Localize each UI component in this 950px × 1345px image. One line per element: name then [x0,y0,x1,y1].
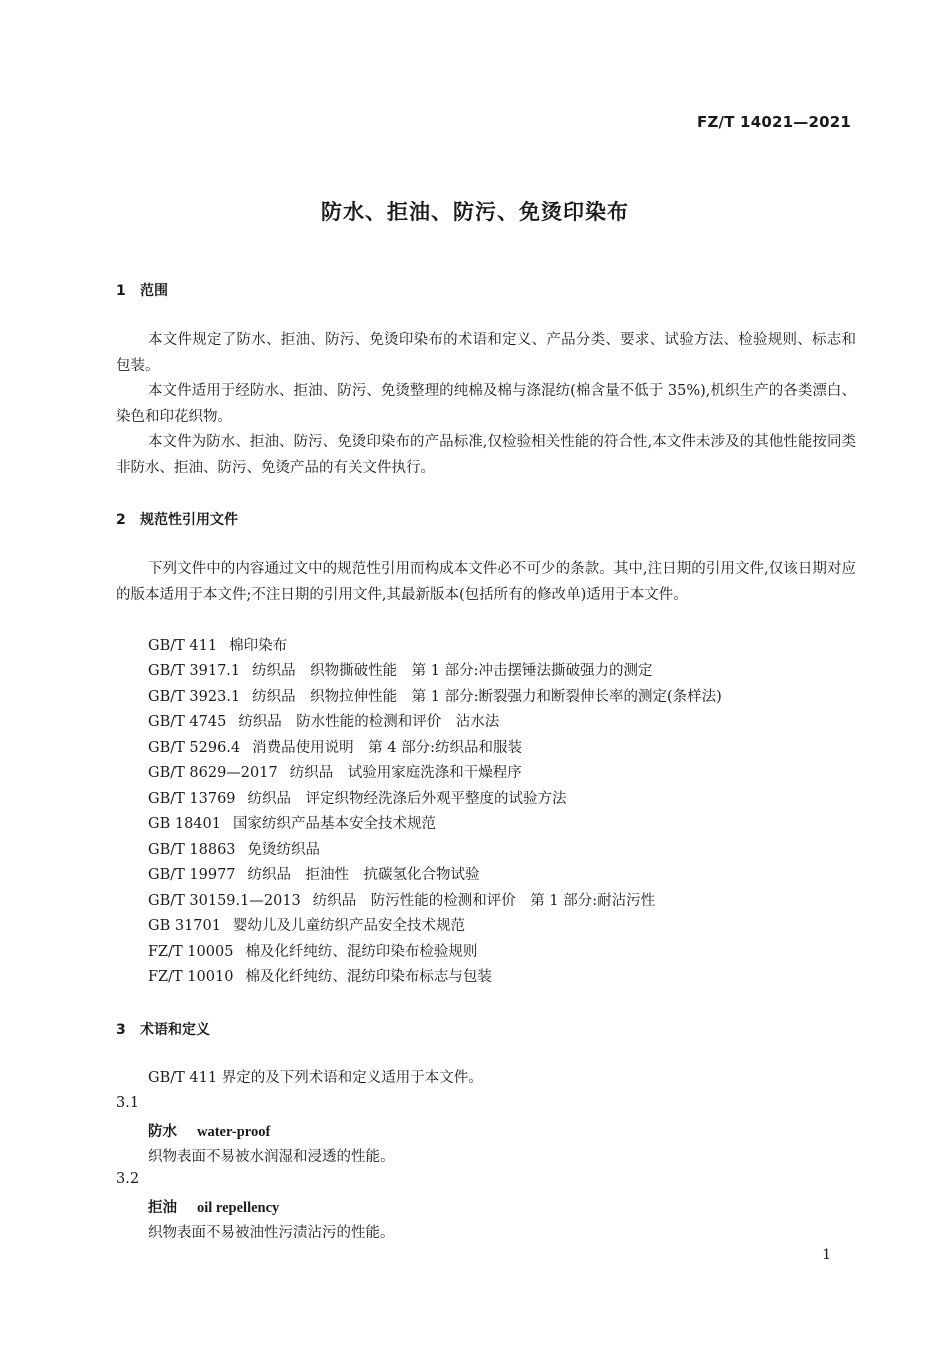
refs-intro-paragraph: 下列文件中的内容通过文中的规范性引用而构成本文件必不可少的条款。其中,注日期的引用文件,仅该日期对应的版本适用于本文件;不注日期的引用文件,其最新版本(包括所有的修改单)适用于本文件。 [116,561,856,603]
scope-paragraph: 本文件为防水、拒油、防污、免烫印染布的产品标准,仅检验相关性能的符合性,本文件未涉及的其他性能按同类非防水、拒油、防污、免烫产品的有关文件执行。 [116,434,856,476]
reference-item [148,812,436,838]
term-zh: 拒油 [148,1199,177,1216]
term-zh: 防水 [148,1123,177,1140]
reference-item [148,761,522,787]
section-heading-terms [116,1019,210,1039]
reference-title: 免烫纺织品 [247,842,321,858]
reference-title: 棉及化纤纯纺、混纺印染布标志与包装 [245,969,492,985]
reference-title: 纺织品 织物撕破性能 第 1 部分:冲击摆锤法撕破强力的测定 [252,663,653,679]
section-heading-refs [116,509,238,529]
term-definition: 织物表面不易被水润湿和浸透的性能。 [148,1149,395,1165]
term-en: oil repellency [197,1200,280,1216]
reference-title: 纺织品 防污性能的检测和评价 第 1 部分:耐沾污性 [312,893,656,909]
reference-item [148,787,567,813]
section-title: 范围 [140,283,168,299]
reference-item [148,914,465,940]
reference-code: GB/T 4745 [148,714,227,730]
term-definition: 织物表面不易被油性污渍沾污的性能。 [148,1225,395,1241]
reference-title: 纺织品 试验用家庭洗涤和干燥程序 [289,765,522,781]
reference-item [148,659,652,685]
reference-item [148,710,499,736]
reference-code: GB/T 13769 [148,791,236,807]
page-number: 1 [822,1247,831,1263]
page-title: 防水、拒油、防污、免烫印染布 [321,200,629,224]
term-en: water-proof [197,1124,271,1140]
clause-number: 3.2 [116,1171,140,1187]
reference-title: 纺织品 织物拉伸性能 第 1 部分:断裂强力和断裂伸长率的测定(条样法) [252,689,722,705]
section-number: 2 [116,512,126,528]
reference-code: GB/T 411 [148,638,218,654]
reference-code: GB 31701 [148,918,221,934]
reference-code: GB/T 30159.1—2013 [148,893,301,909]
reference-code: GB/T 5296.4 [148,740,241,756]
reference-code: GB/T 3923.1 [148,689,241,705]
document-code: FZ/T 14021—2021 [697,113,851,131]
reference-title: 国家纺织产品基本安全技术规范 [232,816,436,832]
scope-paragraph: 本文件适用于经防水、拒油、防污、免烫整理的纯棉及棉与涤混纺(棉含量不低于 35%),机织生产的各类漂白、染色和印花织物。 [116,383,856,425]
section-heading-scope [116,280,168,300]
reference-item [148,863,480,889]
reference-item [148,736,522,762]
clause-number: 3.1 [116,1095,140,1111]
reference-code: GB/T 18863 [148,842,236,858]
reference-item [148,889,655,915]
reference-item [148,940,477,966]
reference-code: GB/T 3917.1 [148,663,241,679]
reference-item [148,965,492,991]
reference-title: 纺织品 拒油性 抗碳氢化合物试验 [247,867,480,883]
section-number: 3 [116,1022,126,1038]
reference-item [148,634,287,660]
reference-item [148,838,320,864]
reference-title: 消费品使用说明 第 4 部分:纺织品和服装 [252,740,522,756]
section-title: 规范性引用文件 [140,512,238,528]
reference-code: GB 18401 [148,816,221,832]
reference-code: GB/T 19977 [148,867,236,883]
section-number: 1 [116,283,126,299]
terms-intro-paragraph: GB/T 411 界定的及下列术语和定义适用于本文件。 [148,1070,483,1086]
reference-title: 婴幼儿及儿童纺织产品安全技术规范 [232,918,465,934]
term-entry [148,1196,279,1217]
reference-title: 棉印染布 [229,638,288,654]
reference-title: 棉及化纤纯纺、混纺印染布检验规则 [245,944,478,960]
reference-title: 纺织品 防水性能的检测和评价 沾水法 [238,714,500,730]
reference-item [148,685,722,711]
scope-paragraph: 本文件规定了防水、拒油、防污、免烫印染布的术语和定义、产品分类、要求、试验方法、检验规则、标志和包装。 [116,332,856,374]
reference-title: 纺织品 评定织物经洗涤后外观平整度的试验方法 [247,791,567,807]
term-entry [148,1120,270,1141]
reference-code: GB/T 8629—2017 [148,765,278,781]
section-title: 术语和定义 [140,1022,210,1038]
reference-code: FZ/T 10005 [148,944,234,960]
reference-code: FZ/T 10010 [148,969,234,985]
